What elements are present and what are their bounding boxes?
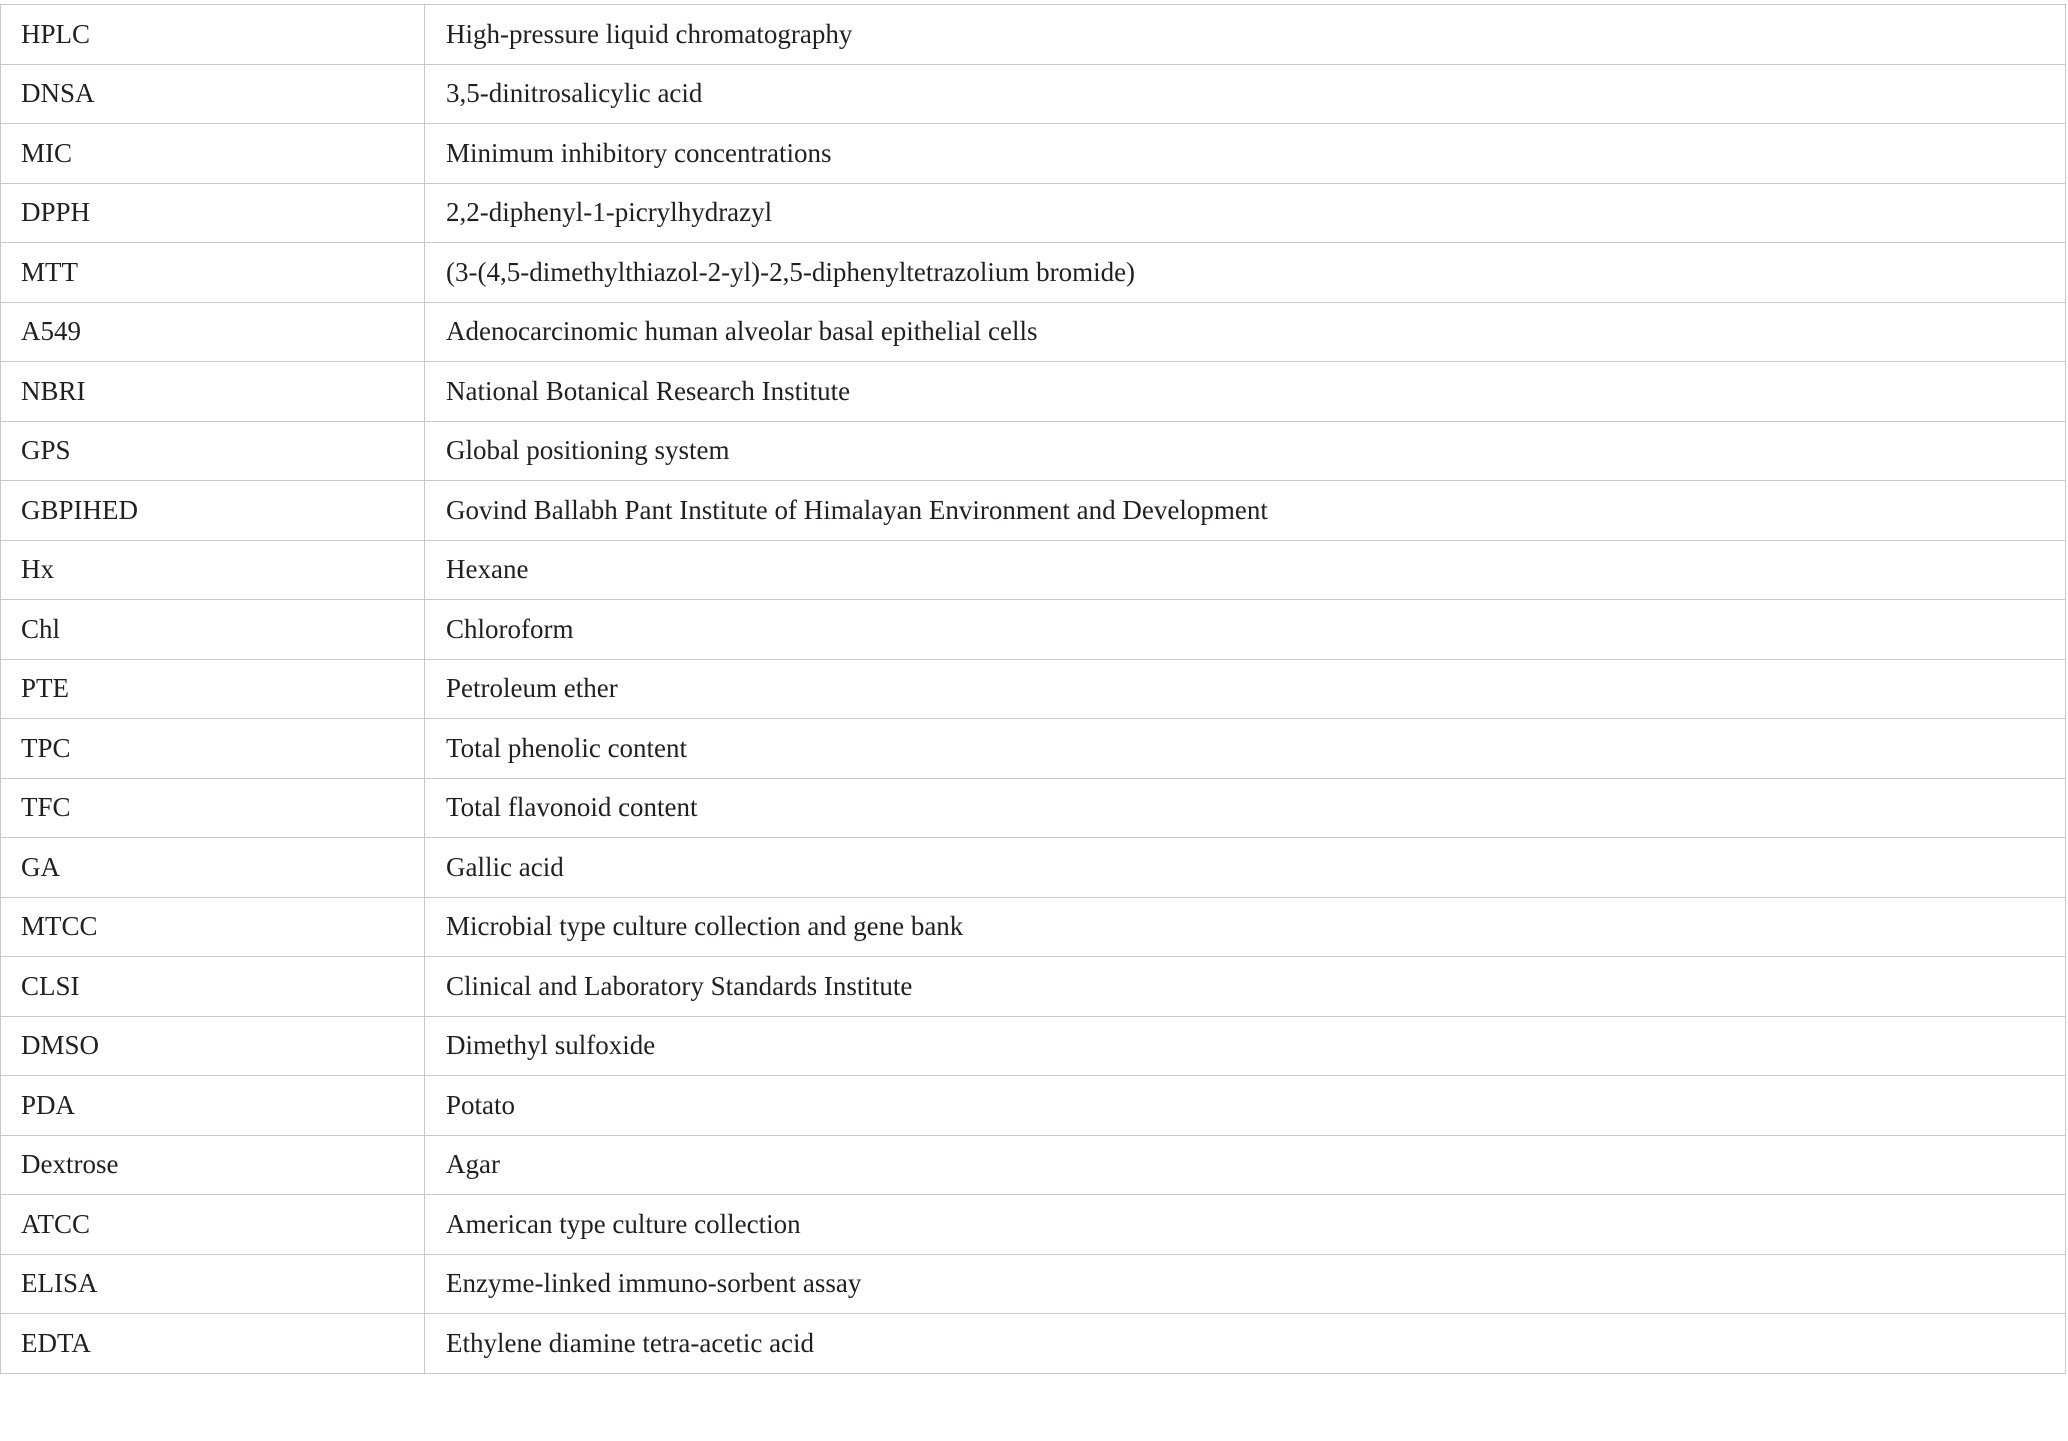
definition-cell: Ethylene diamine tetra-acetic acid: [425, 1314, 2066, 1374]
table-row: [1, 421, 2066, 481]
table-row: [1, 1135, 2066, 1195]
definition-cell: Dimethyl sulfoxide: [425, 1016, 2066, 1076]
definition-cell: 2,2-diphenyl-1-picrylhydrazyl: [425, 183, 2066, 243]
table-row: [1, 183, 2066, 243]
definition-cell: Gallic acid: [425, 838, 2066, 898]
definition-cell: High-pressure liquid chromatography: [425, 5, 2066, 65]
abbreviation-cell: ELISA: [1, 1254, 425, 1314]
table-row: [1, 1314, 2066, 1374]
abbreviation-cell: TFC: [1, 778, 425, 838]
abbreviation-cell: PDA: [1, 1076, 425, 1136]
definition-cell: Adenocarcinomic human alveolar basal epithelial cells: [425, 302, 2066, 362]
table-row: [1, 957, 2066, 1017]
definition-cell: Microbial type culture collection and gene bank: [425, 897, 2066, 957]
abbreviation-cell: Hx: [1, 540, 425, 600]
table-row: [1, 540, 2066, 600]
definition-cell: Total flavonoid content: [425, 778, 2066, 838]
table-row: [1, 600, 2066, 660]
abbreviation-cell: DPPH: [1, 183, 425, 243]
abbreviations-table: [0, 4, 2066, 1374]
definition-cell: Total phenolic content: [425, 719, 2066, 779]
table-row: [1, 719, 2066, 779]
abbreviation-cell: HPLC: [1, 5, 425, 65]
definition-cell: Hexane: [425, 540, 2066, 600]
abbreviation-cell: Chl: [1, 600, 425, 660]
definition-cell: Agar: [425, 1135, 2066, 1195]
table-row: [1, 362, 2066, 422]
abbreviation-cell: GBPIHED: [1, 481, 425, 541]
definition-cell: 3,5-dinitrosalicylic acid: [425, 64, 2066, 124]
definition-cell: Petroleum ether: [425, 659, 2066, 719]
abbreviation-cell: MTT: [1, 243, 425, 303]
table-row: [1, 1016, 2066, 1076]
definition-cell: (3-(4,5-dimethylthiazol-2-yl)-2,5-diphenyltetrazolium bromide): [425, 243, 2066, 303]
table-row: [1, 124, 2066, 184]
table-row: [1, 5, 2066, 65]
abbreviation-cell: PTE: [1, 659, 425, 719]
definition-cell: Clinical and Laboratory Standards Institute: [425, 957, 2066, 1017]
table-row: [1, 481, 2066, 541]
definition-cell: Chloroform: [425, 600, 2066, 660]
table-row: [1, 1195, 2066, 1255]
abbreviation-cell: ATCC: [1, 1195, 425, 1255]
abbreviation-cell: EDTA: [1, 1314, 425, 1374]
abbreviation-cell: GPS: [1, 421, 425, 481]
definition-cell: Enzyme-linked immuno-sorbent assay: [425, 1254, 2066, 1314]
table-row: [1, 778, 2066, 838]
abbreviation-cell: CLSI: [1, 957, 425, 1017]
table-row: [1, 838, 2066, 898]
abbreviations-table-body: [1, 5, 2066, 1374]
abbreviation-cell: GA: [1, 838, 425, 898]
table-row: [1, 302, 2066, 362]
definition-cell: Potato: [425, 1076, 2066, 1136]
table-row: [1, 1254, 2066, 1314]
definition-cell: National Botanical Research Institute: [425, 362, 2066, 422]
abbreviation-cell: Dextrose: [1, 1135, 425, 1195]
definition-cell: Minimum inhibitory concentrations: [425, 124, 2066, 184]
abbreviation-cell: TPC: [1, 719, 425, 779]
definition-cell: American type culture collection: [425, 1195, 2066, 1255]
abbreviation-cell: DMSO: [1, 1016, 425, 1076]
abbreviation-cell: NBRI: [1, 362, 425, 422]
abbreviation-cell: DNSA: [1, 64, 425, 124]
table-row: [1, 659, 2066, 719]
table-row: [1, 1076, 2066, 1136]
abbreviation-cell: A549: [1, 302, 425, 362]
table-row: [1, 64, 2066, 124]
abbreviation-cell: MIC: [1, 124, 425, 184]
abbreviation-cell: MTCC: [1, 897, 425, 957]
table-row: [1, 897, 2066, 957]
table-row: [1, 243, 2066, 303]
definition-cell: Global positioning system: [425, 421, 2066, 481]
definition-cell: Govind Ballabh Pant Institute of Himalayan Environment and Development: [425, 481, 2066, 541]
